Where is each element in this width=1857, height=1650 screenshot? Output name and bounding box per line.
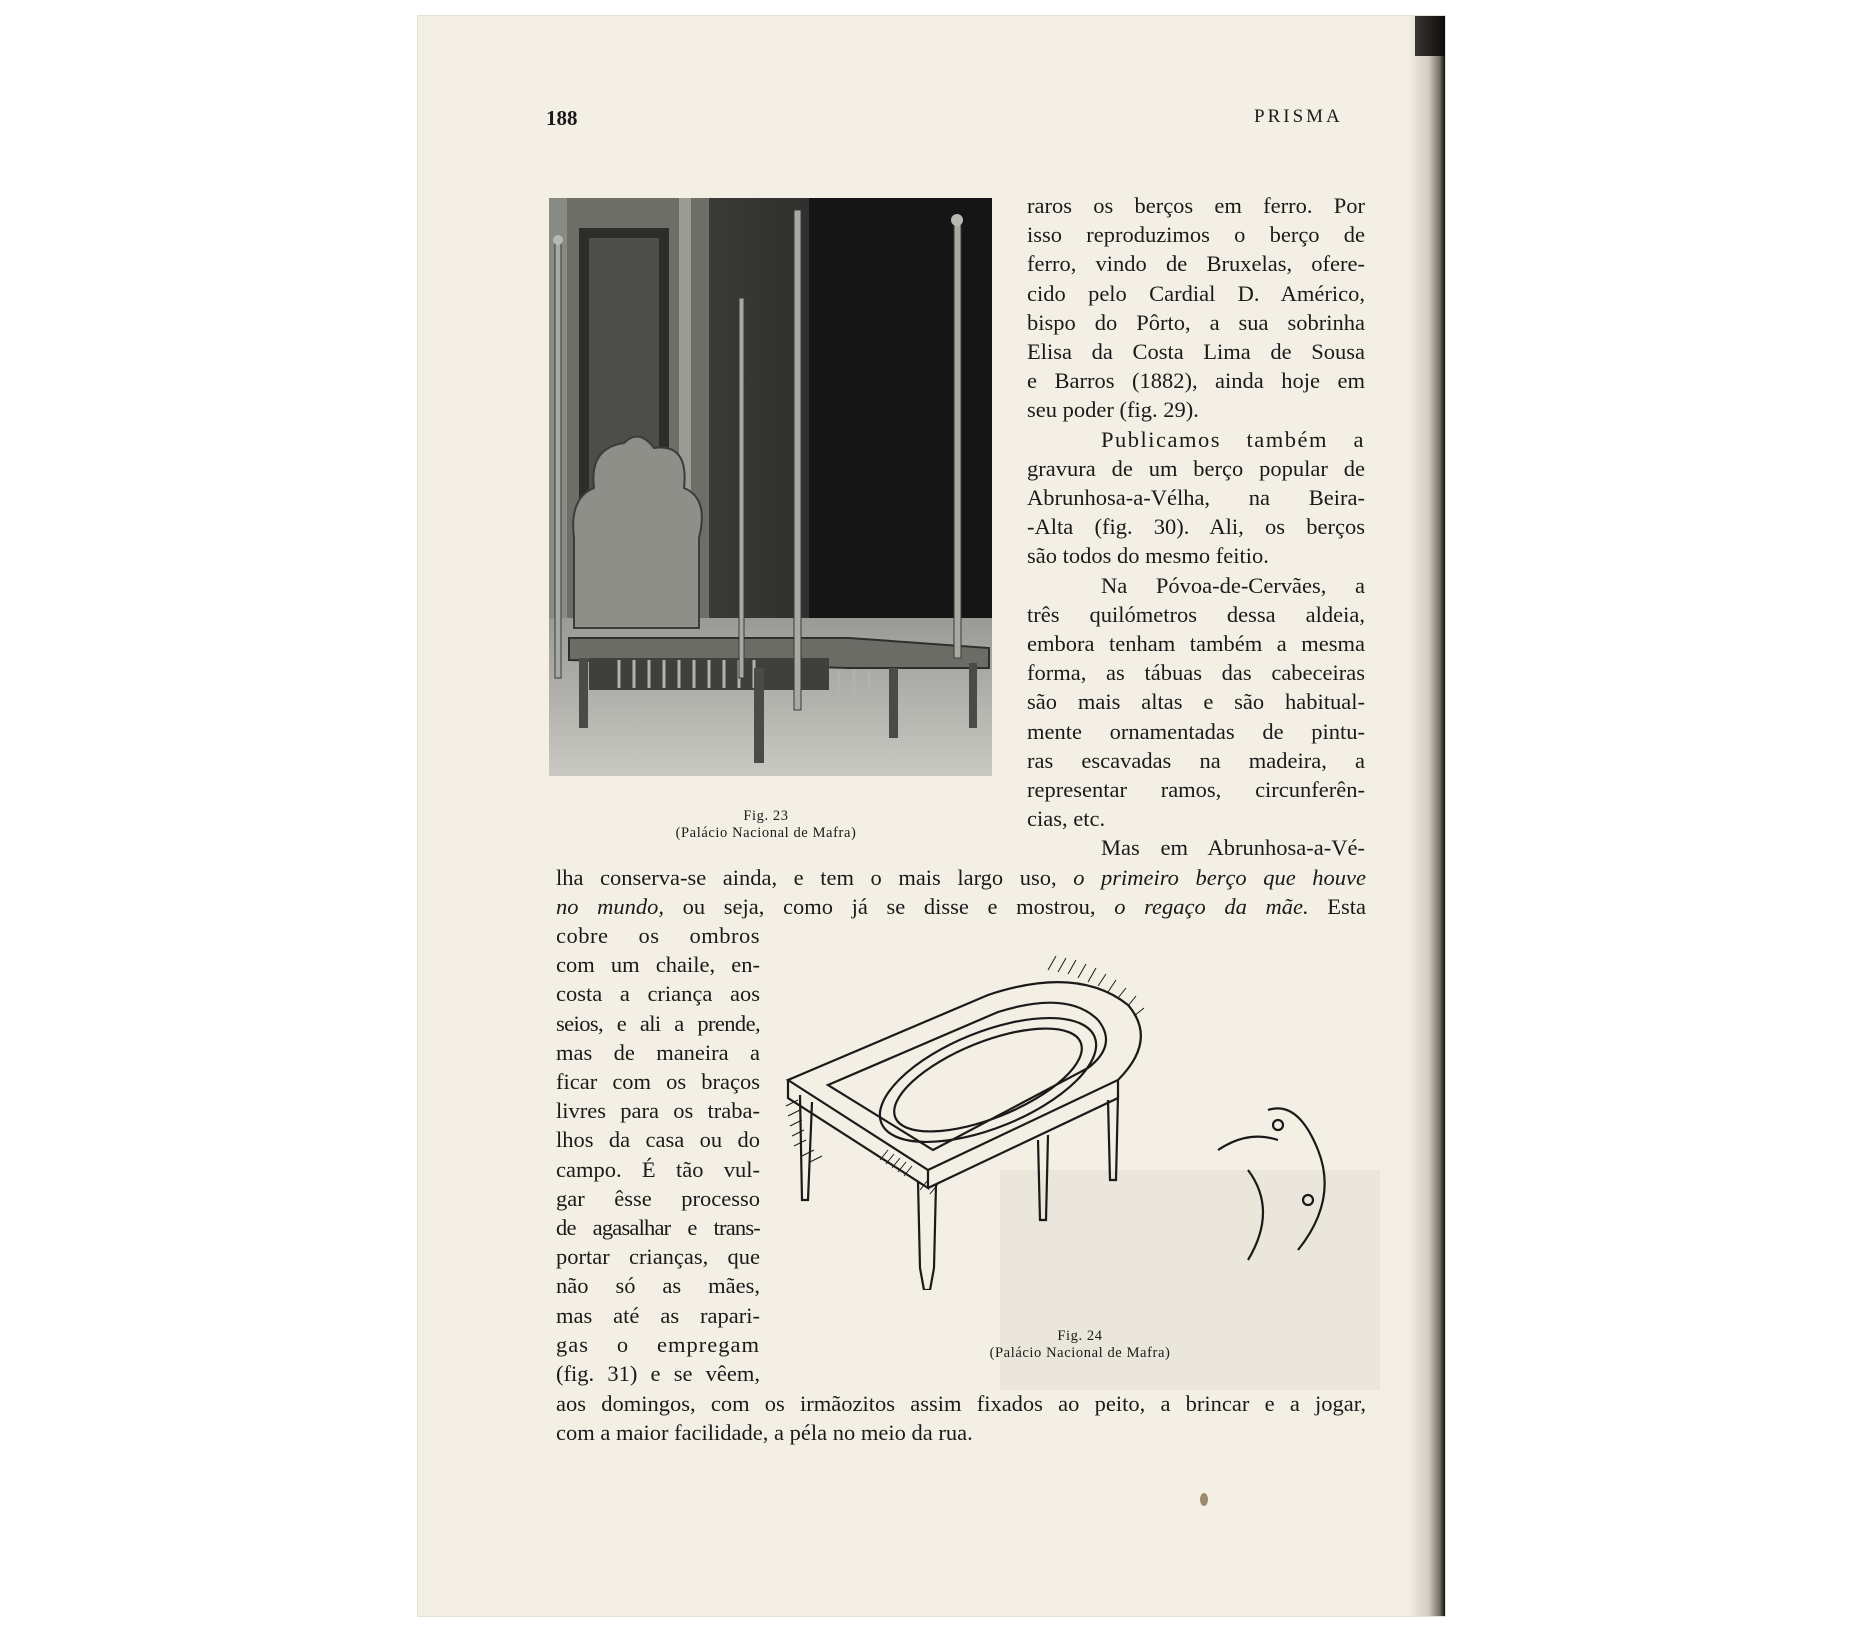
text-line: -Alta (fig. 30). Ali, os berços [1027,514,1365,540]
text-line: embora tenham também a mesma [1027,631,1365,657]
text-line: ficar com os braços [556,1069,760,1095]
text-line: ras escavadas na madeira, a [1027,747,1365,773]
running-title: PRISMA [1254,106,1343,127]
italic-run: o primeiro berço que houve [1073,865,1366,890]
text-line: raros os berços em ferro. Por [1027,193,1365,218]
text-line: Na Póvoa-de-Cervães, a [1101,572,1365,598]
text-line [556,863,1366,892]
text-line: campo. É tão vul- [556,1156,760,1182]
fig-24-credit: (Palácio Nacional de Mafra) [989,1345,1171,1361]
right-column-text [1027,191,1365,863]
text-run: ou seja, como já se disse e mostrou, [664,894,1115,920]
fig-23-caption [616,808,916,842]
text-line: cias, etc. [1027,806,1106,832]
text-line: (fig. 31) e se vêem, [556,1361,760,1387]
fig-24-caption [920,1328,1240,1362]
book-spine-corner [1415,16,1445,56]
paper-stain [1200,1493,1208,1506]
text-line: ferro, vindo de Bruxelas, ofere- [1027,251,1365,277]
text-line: mas de maneira a [556,1039,760,1065]
text-line: livres para os traba- [556,1098,760,1124]
text-run: Esta [1308,894,1367,920]
text-run: lha conserva-se ainda, e tem o mais largo uso, [556,865,1074,890]
text-line: mas até as rapari- [556,1302,760,1328]
text-line: e Barros (1882), ainda hoje em [1027,368,1365,394]
book-spine-shadow [1408,16,1445,1616]
text-line: forma, as tábuas das cabeceiras [1027,660,1365,686]
text-line: gravura de um berço popular de [1027,455,1365,481]
italic-run: o regaço da mãe. [1114,894,1309,920]
italic-run: no mundo, [556,894,665,920]
text-line: aos domingos, com os irmãozitos assim fixados ao peito, a brincar e a jogar, [556,1391,1366,1416]
text-line: seios, e ali a prende, [556,1010,760,1036]
fig-23-credit: (Palácio Nacional de Mafra) [675,825,857,841]
full-width-text-1 [556,863,1366,921]
text-line: Elisa da Costa Lima de Sousa [1027,339,1365,365]
text-line: isso reproduzimos o berço de [1027,222,1365,248]
text-line: com a maior facilidade, a péla no meio da rua. [556,1420,973,1446]
text-line: bispo do Pôrto, a sua sobrinha [1027,309,1365,335]
text-line: são todos do mesmo feitio. [1027,543,1269,569]
text-line: não só as mães, [556,1273,760,1299]
text-line: seu poder (fig. 29). [1027,397,1199,423]
left-column-text [556,921,760,1388]
text-line: cido pelo Cardial D. Américo, [1027,280,1365,306]
text-line: costa a criança aos [556,981,760,1007]
text-line: Abrunhosa-a-Vélha, na Beira- [1027,485,1365,511]
text-line: gar êsse processo [556,1185,760,1211]
page-number: 188 [546,106,578,130]
full-width-text-2 [556,1389,1366,1447]
text-line: são mais altas e são habitual- [1027,689,1365,715]
text-line: três quilómetros dessa aldeia, [1027,601,1365,627]
fig-23-label: Fig. 23 [743,808,789,824]
fig-24-label: Fig. 24 [1057,1328,1103,1344]
fig-24-drawing-cradle [778,950,1358,1290]
text-line: Publicamos também a [1101,426,1365,452]
text-line: gas o empregam [556,1331,760,1357]
text-line: mente ornamentadas de pintu- [1027,718,1365,744]
text-line: lhos da casa ou do [556,1127,760,1153]
text-line: de agasalhar e trans- [556,1215,760,1241]
text-line: com um chaile, en- [556,952,760,978]
text-line: cobre os ombros [556,923,760,948]
text-line: representar ramos, circunferên- [1027,777,1365,803]
fig-23-photo-bed [549,198,992,776]
text-line [556,892,1366,921]
text-line: portar crianças, que [556,1244,760,1270]
text-line: Mas em Abrunhosa-a-Vé- [1101,835,1365,861]
